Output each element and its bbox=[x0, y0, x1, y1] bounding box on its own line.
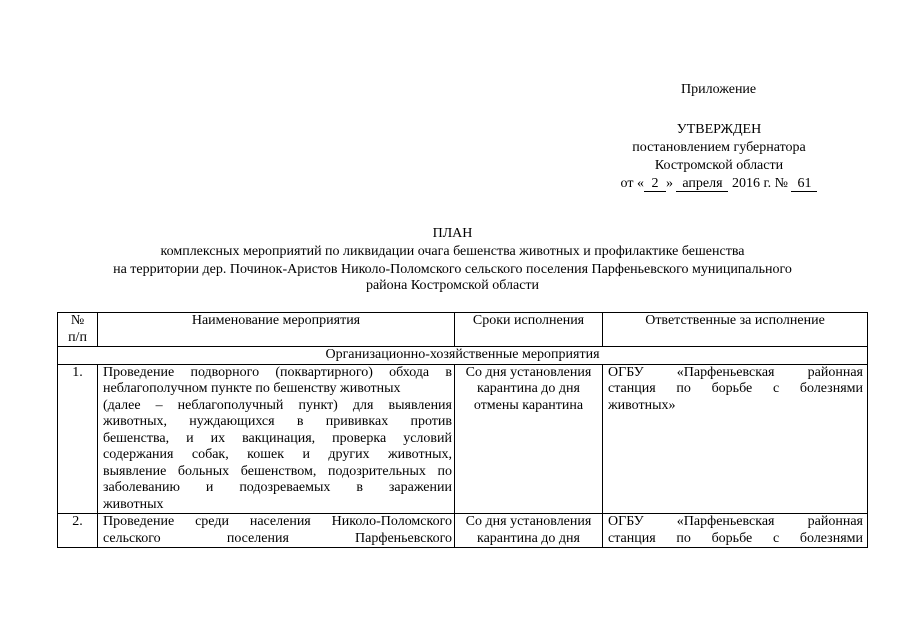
row-name-line: неблагополучном пункте по бешенству животных bbox=[103, 381, 401, 396]
date-day: 2 bbox=[644, 176, 666, 192]
row-deadline-line: Со дня установления bbox=[465, 514, 592, 529]
header-name: Наименование мероприятия bbox=[98, 313, 455, 347]
row-name-line: бешенства, и их вакцинация, проверка условий bbox=[103, 430, 452, 446]
row-deadline-line: Со дня установления bbox=[465, 364, 592, 380]
row-name-line: Проведение подворного (поквартирного) обхода в bbox=[103, 364, 452, 380]
row-number: 1. bbox=[58, 364, 98, 514]
row-responsible-line: станция по борьбе с болезнями bbox=[608, 381, 863, 396]
header-num bbox=[58, 313, 98, 347]
row-name-line: заболеванию и подозреваемых в заражении bbox=[103, 480, 452, 495]
plan-heading: ПЛАН bbox=[432, 226, 473, 241]
table-row bbox=[58, 364, 868, 514]
row-name-line: выявление больных бешенством, подозрительных по bbox=[103, 463, 452, 479]
plan-table bbox=[57, 312, 868, 548]
row-name-line: (далее – неблагополучный пункт) для выявления bbox=[103, 397, 452, 413]
approval-block bbox=[560, 121, 905, 193]
row-name-line: сельского поселения Парфеньевского bbox=[103, 530, 452, 546]
plan-title-line-3: района Костромской области bbox=[365, 278, 540, 293]
approval-date-line bbox=[530, 175, 905, 193]
row-deadline-line: карантина до дня bbox=[476, 530, 580, 546]
date-month: апреля bbox=[676, 176, 728, 192]
section-row bbox=[58, 347, 868, 365]
row-responsible-line: животных» bbox=[608, 397, 676, 413]
table-header-row bbox=[58, 313, 868, 347]
header-responsible: Ответственные за исполнение bbox=[603, 313, 868, 347]
header-num-line-1: № bbox=[70, 313, 85, 328]
row-responsible-line: ОГБУ «Парфеньевская районная bbox=[608, 514, 863, 529]
approval-line-2: Костромской области bbox=[654, 158, 784, 173]
row-responsible-line: ОГБУ «Парфеньевская районная bbox=[608, 364, 863, 380]
document-number: 61 bbox=[791, 176, 817, 192]
row-name-line: Проведение среди населения Николо-Поломского bbox=[103, 514, 452, 529]
row-number: 2. bbox=[58, 514, 98, 548]
row-deadline-line: карантина до дня bbox=[476, 381, 580, 396]
row-deadline-cell bbox=[455, 514, 603, 548]
row-responsible-cell bbox=[603, 364, 868, 514]
row-name-line: животных, нуждающихся в прививках против bbox=[103, 414, 452, 429]
row-name-line: содержания собак, кошек и других животных, bbox=[103, 447, 452, 462]
date-prefix: от « bbox=[620, 176, 644, 191]
section-title: Организационно-хозяйственные мероприятия bbox=[58, 347, 868, 365]
row-deadline-line: отмены карантина bbox=[473, 397, 584, 413]
row-name-cell bbox=[98, 364, 455, 514]
table-row bbox=[58, 514, 868, 548]
header-num-line-2: п/п bbox=[68, 329, 87, 345]
row-name-cell bbox=[98, 514, 455, 548]
row-deadline-cell bbox=[455, 364, 603, 514]
row-responsible-line: станция по борьбе с болезнями bbox=[608, 530, 863, 546]
appendix-label: Приложение bbox=[681, 82, 757, 97]
date-mid: » bbox=[665, 176, 673, 191]
plan-title-line-2: на территории дер. Починок-Аристов Николо-Поломского сельского поселения Парфеньевского муниципального bbox=[113, 262, 792, 277]
approval-line-1: постановлением губернатора bbox=[632, 140, 806, 155]
date-year: 2016 г. № bbox=[731, 176, 788, 191]
row-name-line: животных bbox=[103, 496, 164, 512]
approval-title: УТВЕРЖДЕН bbox=[676, 122, 762, 137]
header-deadline: Сроки исполнения bbox=[455, 313, 603, 347]
plan-title-line-1: комплексных мероприятий по ликвидации очага бешенства животных и профилактике бешенства bbox=[160, 244, 745, 259]
row-responsible-cell bbox=[603, 514, 868, 548]
